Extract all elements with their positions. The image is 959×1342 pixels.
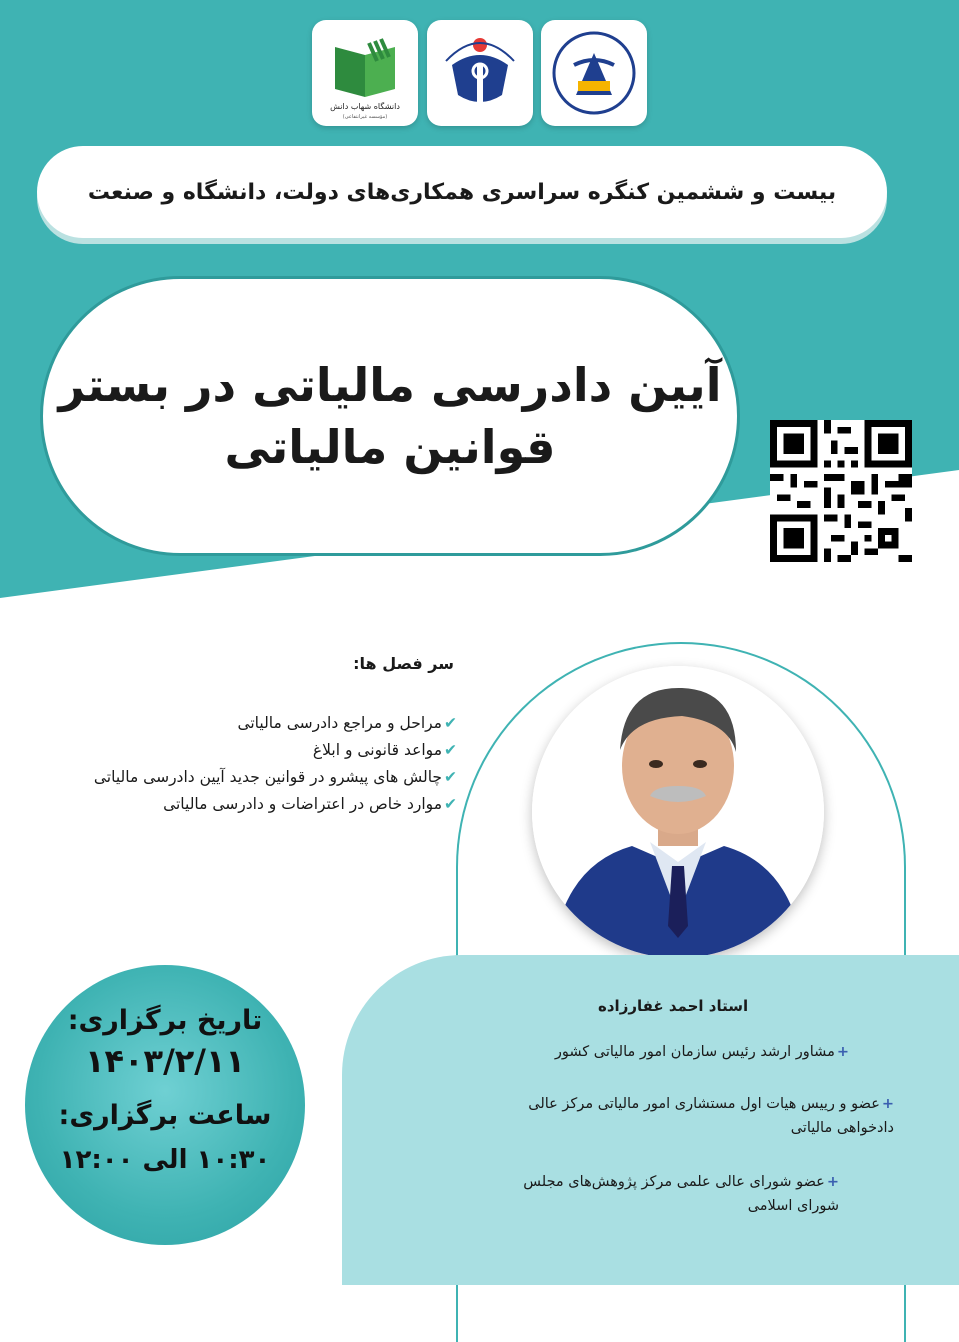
chapter-item: ✔مواعد قانونی و ابلاغ <box>312 741 457 759</box>
svg-text:(مؤسسه غیرانتفاعی): (مؤسسه غیرانتفاعی) <box>342 114 388 120</box>
congress-title: بیست و ششمین کنگره سراسری همکاری‌های دولت، دانشگاه و صنعت <box>87 179 837 205</box>
chapter-item: ✔چالش های پیشرو در قوانین جدید آیین دادرسی مالیاتی <box>93 768 457 786</box>
svg-text:دانشگاه شهاب دانش: دانشگاه شهاب دانش <box>330 102 400 111</box>
speaker-name: استاد احمد غفارزاده <box>598 997 749 1015</box>
title-line-1: آیین دادرسی مالیاتی در بستر <box>58 358 722 412</box>
chapters-list <box>0 710 457 818</box>
danesh-university-logo <box>312 20 418 126</box>
industry-university-association-logo <box>427 20 533 126</box>
speaker-photo <box>532 666 824 958</box>
chapter-item: ✔مراحل و مراجع دادرسی مالیاتی <box>237 714 457 732</box>
chapters-heading: سر فصل ها: <box>353 654 454 673</box>
title-line-2: قوانین مالیاتی <box>224 420 556 474</box>
date-label: تاریخ برگزاری: <box>67 1005 263 1036</box>
speaker-role: +عضو و رییس هیات اول مستشاری امور مالیاتی مرکز عالی دادخواهی مالیاتی <box>528 1096 894 1136</box>
check-icon: ✔ <box>444 768 457 786</box>
speaker-role: +مشاور ارشد رئیس سازمان امور مالیاتی کشور <box>554 1044 849 1060</box>
congress-logo <box>541 20 647 126</box>
check-icon: ✔ <box>444 714 457 732</box>
plus-icon: + <box>881 1096 894 1112</box>
plus-icon: + <box>826 1174 839 1190</box>
speaker-role: +عضو شورای عالی علمی مرکز پژوهش‌های مجلس شورای اسلامی <box>523 1174 839 1214</box>
date-value: ۱۴۰۳/۲/۱۱ <box>84 1042 246 1080</box>
time-value: ۱۰:۳۰ الی ۱۲:۰۰ <box>59 1145 271 1175</box>
chapter-item: ✔موارد خاص در اعتراضات و دادرسی مالیاتی <box>163 795 457 813</box>
plus-icon: + <box>836 1044 849 1060</box>
check-icon: ✔ <box>444 741 457 759</box>
check-icon: ✔ <box>444 795 457 813</box>
time-label: ساعت برگزاری: <box>58 1100 272 1131</box>
congress-banner <box>37 146 887 238</box>
qr-code[interactable] <box>770 420 912 562</box>
title-card <box>40 276 740 556</box>
